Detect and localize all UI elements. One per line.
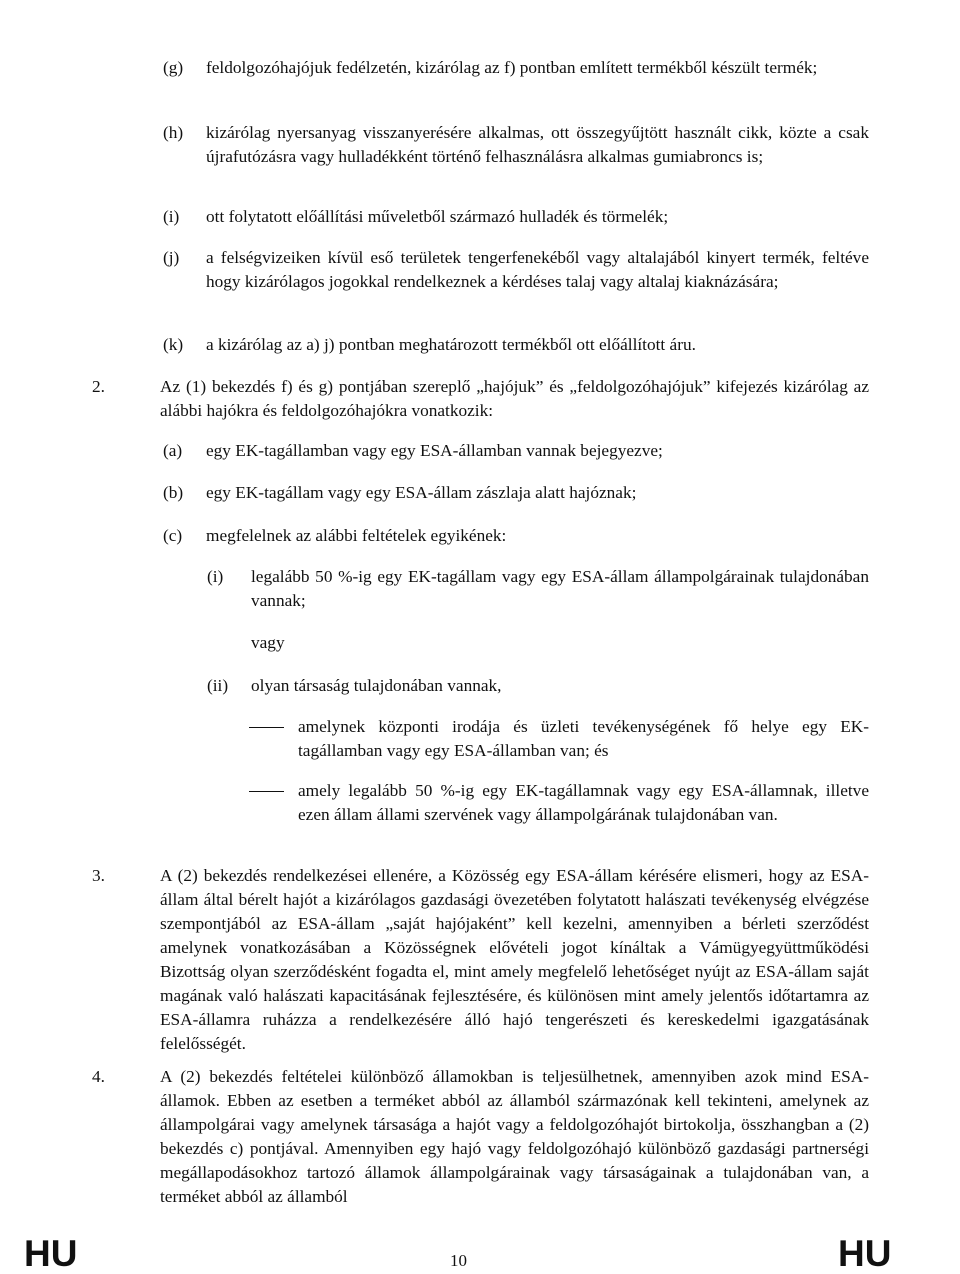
sub-i-label: (i) [207, 567, 224, 586]
para4-text: A (2) bekezdés feltételei különböző államokban is teljesülhetnek, amennyiben azok mind ESA-államok. Ebben az esetben a terméket abból az államból származónak kell tekinteni, amelynek az állampolgárai vagy amelynek társasága a hajót vagy a feldolgozóhajót birtokolja, összhangban a (2) bekezdés c) pontjával. Amennyiben egy hajó vagy feldolgozóhajó különböző gazdasági partnerségi megállapodásokhoz tartozó államok állampolgárainak vagy társaságainak a tulajdonában van, a terméket abból az államból [160, 1067, 869, 1206]
dash-bullet-2 [249, 791, 284, 792]
item-g-text: feldolgozóhajójuk fedélzetén, kizárólag az f) pontban említett termékből készült termék; [206, 58, 818, 77]
item-b-text: egy EK-tagállam vagy egy ESA-állam zászlaja alatt hajóznak; [206, 483, 637, 502]
dash-item-1: amelynek központi irodája és üzleti tevékenységének fő helye egy EK-tagállamban vagy egy ESA-államban van; és [298, 717, 869, 760]
item-c-label: (c) [163, 526, 183, 545]
para3-text: A (2) bekezdés rendelkezései ellenére, a Közösség egy ESA-állam kérésére elismeri, hogy az ESA-állam által bérelt hajót a kizárólagos gazdasági övezetében folytatott halászati tevékenység elvégzése szempontjából az ESA-állam „saját hajójaként” kell kezelni, amennyiben a bérleti szerződést amelynek vonatkozásában a Közösségnek elővételi jogot kínáltak a Vámügyegyüttműködési Bizottság olyan szerződésként fogadta el, mint amely megfelelő lehetőséget nyújt az ESA-állam saját magának való halászati kapacitásának fejlesztésére, és különösen mint amely jelentős időtartamra az ESA-államra ruházza a rendelkezésére álló hajó tengerészeti és kereskedelmi igazgatásának felelősségét. [160, 866, 869, 1053]
or-conjunction: vagy [251, 633, 285, 652]
dash-bullet-1 [249, 727, 284, 728]
para3-number: 3. [92, 866, 105, 885]
footer-language-right: HU [838, 1233, 892, 1274]
item-j-label: (j) [163, 248, 180, 267]
sub-ii-text: olyan társaság tulajdonában vannak, [251, 676, 502, 695]
item-j-text: a felségvizeiken kívül eső területek tengerfenekéből vagy altalajából kinyert termék, feltéve hogy kizárólagos jogokkal rendelkeznek a kérdéses talaj vagy altalaj kiaknázására; [206, 248, 869, 291]
item-g-label: (g) [163, 58, 184, 77]
sub-ii-label: (ii) [207, 676, 229, 695]
item-h-label: (h) [163, 123, 184, 142]
item-a-label: (a) [163, 441, 183, 460]
page-number: 10 [450, 1251, 467, 1270]
item-b-label: (b) [163, 483, 184, 502]
footer-language-left: HU [24, 1233, 78, 1274]
item-h-text: kizárólag nyersanyag visszanyerésére alkalmas, ott összegyűjtött használt cikk, közte a csak újrafutózásra vagy hulladékként történő felhasználásra alkalmas gumiabroncs is; [206, 123, 869, 166]
sub-i-text: legalább 50 %-ig egy EK-tagállam vagy egy ESA-állam állampolgárainak tulajdonában vannak; [251, 567, 869, 610]
para2-text: Az (1) bekezdés f) és g) pontjában szereplő „hajójuk” és „feldolgozóhajójuk” kifejezés kizárólag az alábbi hajókra és feldolgozóhajókra vonatkozik: [160, 377, 869, 420]
item-i-label: (i) [163, 207, 180, 226]
para2-number: 2. [92, 377, 105, 396]
item-c-text: megfelelnek az alábbi feltételek egyikének: [206, 526, 507, 545]
dash-item-2: amely legalább 50 %-ig egy EK-tagállamnak vagy egy ESA-államnak, illetve ezen állam állami szervének vagy állampolgárának tulajdonában van. [298, 781, 869, 824]
item-a-text: egy EK-tagállamban vagy egy ESA-államban vannak bejegyezve; [206, 441, 663, 460]
item-k-label: (k) [163, 335, 184, 354]
item-k-text: a kizárólag az a) j) pontban meghatározott termékből ott előállított áru. [206, 335, 696, 354]
item-i-text: ott folytatott előállítási műveletből származó hulladék és törmelék; [206, 207, 669, 226]
para4-number: 4. [92, 1067, 105, 1086]
